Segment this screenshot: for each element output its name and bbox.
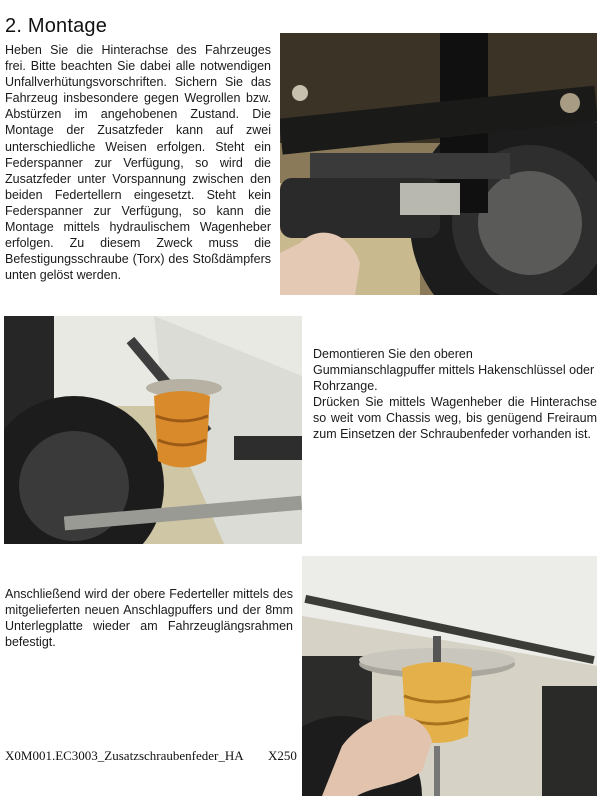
druecken-paragraph: Drücken Sie mittels Wagenheber die Hinterachse so weit vom Chassis weg, bis genügend Freiraum zum Einsetzen der Schraubenfeder vorhanden ist. xyxy=(313,395,597,442)
photo-shock-absorber-bolt xyxy=(280,33,597,295)
section-title: 2. Montage xyxy=(5,15,108,38)
befestigen-paragraph: Anschließend wird der obere Federteller mittels des mitgelieferten neuen Anschlagpuffers und der 8mm Unterlegplatte wieder am Fahrzeuglängsrahmen befestigt. xyxy=(5,587,293,650)
photo-shock-absorber-bolt-graphic xyxy=(280,33,597,295)
page-reference: X250 xyxy=(268,748,297,763)
photo-spring-plate-mounting-graphic xyxy=(302,556,597,796)
document-code: X0M001.EC3003_Zusatzschraubenfeder_HA xyxy=(5,748,244,763)
photo-rubber-bump-stop-graphic xyxy=(4,316,302,544)
intro-paragraph: Heben Sie die Hinterachse des Fahrzeuges frei. Bitte beachten Sie dabei alle notwendigen Unfallverhütungsvorschriften. Sichern Sie das Fahrzeug insbesondere gegen Wegrollen bzw. Abstürzen im angehobenen Zustand. Die Montage der Zusatzfeder kann auf zwei unterschiedliche Weisen erfolgen. Steht ein Federspanner zur Verfügung, so wird die Zusatzfeder unter Vorspannung zwischen den beiden Federtellern eingesetzt. Steht kein Federspanner zur Verfügung, so kann die Montage mittels hydraulischem Wagenheber erfolgen. Zu diesem Zweck muss die Befestigungsschraube (Torx) des Stoßdämpfers unten gelöst werden. xyxy=(5,43,271,283)
photo-rubber-bump-stop xyxy=(4,316,302,544)
demontage-paragraph: Demontieren Sie den oberen Gummianschlagpuffer mittels Hakenschlüssel oder Rohrzange. xyxy=(313,347,595,394)
photo-spring-plate-mounting xyxy=(302,556,597,796)
